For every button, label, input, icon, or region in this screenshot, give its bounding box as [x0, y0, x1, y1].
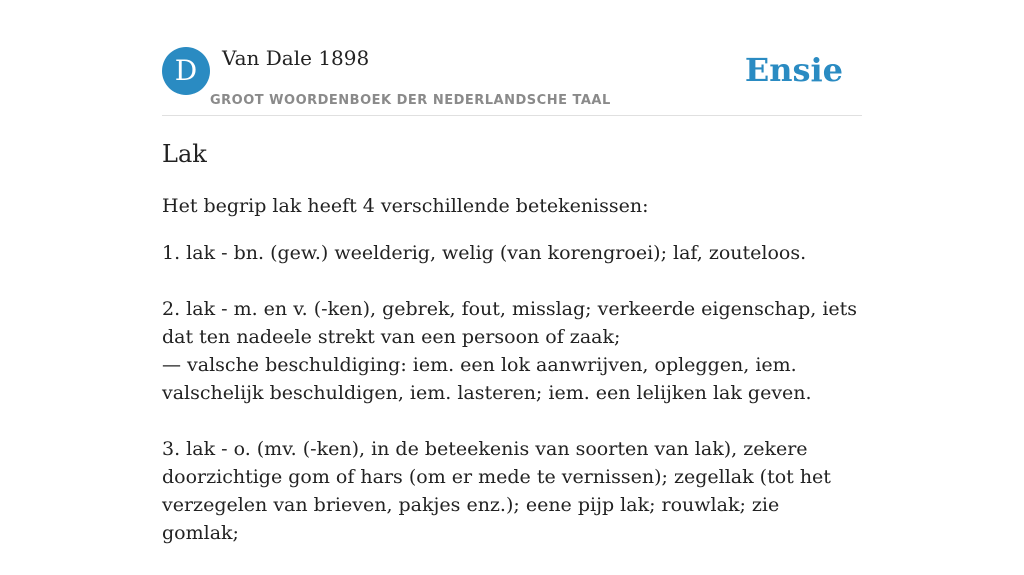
entry-title: Lak: [162, 140, 207, 168]
dictionary-title[interactable]: Van Dale 1898: [222, 46, 370, 70]
definition-3: [162, 435, 862, 547]
entry-intro: Het begrip lak heeft 4 verschillende betekenissen:: [162, 195, 649, 217]
definition-2: [162, 295, 862, 407]
definition-line: 1. lak - bn. (gew.) weelderig, welig (van korengroei); laf, zouteloos.: [162, 242, 807, 264]
definitions-list: [162, 239, 862, 575]
definition-line: — valsche beschuldiging: iem. een lok aanwrijven, opleggen, iem. valschelijk beschuldigen, iem. lasteren; iem. een lelijken lak geven.: [162, 354, 812, 404]
dictionary-subtitle: GROOT WOORDENBOEK DER NEDERLANDSCHE TAAL: [210, 93, 611, 108]
dictionary-logo[interactable]: D: [162, 47, 210, 95]
definition-line: 3. lak - o. (mv. (-ken), in de beteekenis van soorten van lak), zekere doorzichtige gom of hars (om er mede te vernissen); zegellak (tot het verzegelen van brieven, pakjes enz.); eene pijp lak; rouwlak; zie gomlak;: [162, 438, 831, 544]
header: [162, 0, 862, 116]
definition-1: [162, 239, 862, 267]
ensie-logo-link[interactable]: Ensie: [744, 51, 843, 89]
definition-line: 2. lak - m. en v. (-ken), gebrek, fout, misslag; verkeerde eigenschap, iets dat ten nadeele strekt van een persoon of zaak;: [162, 298, 858, 348]
page: [162, 0, 862, 544]
